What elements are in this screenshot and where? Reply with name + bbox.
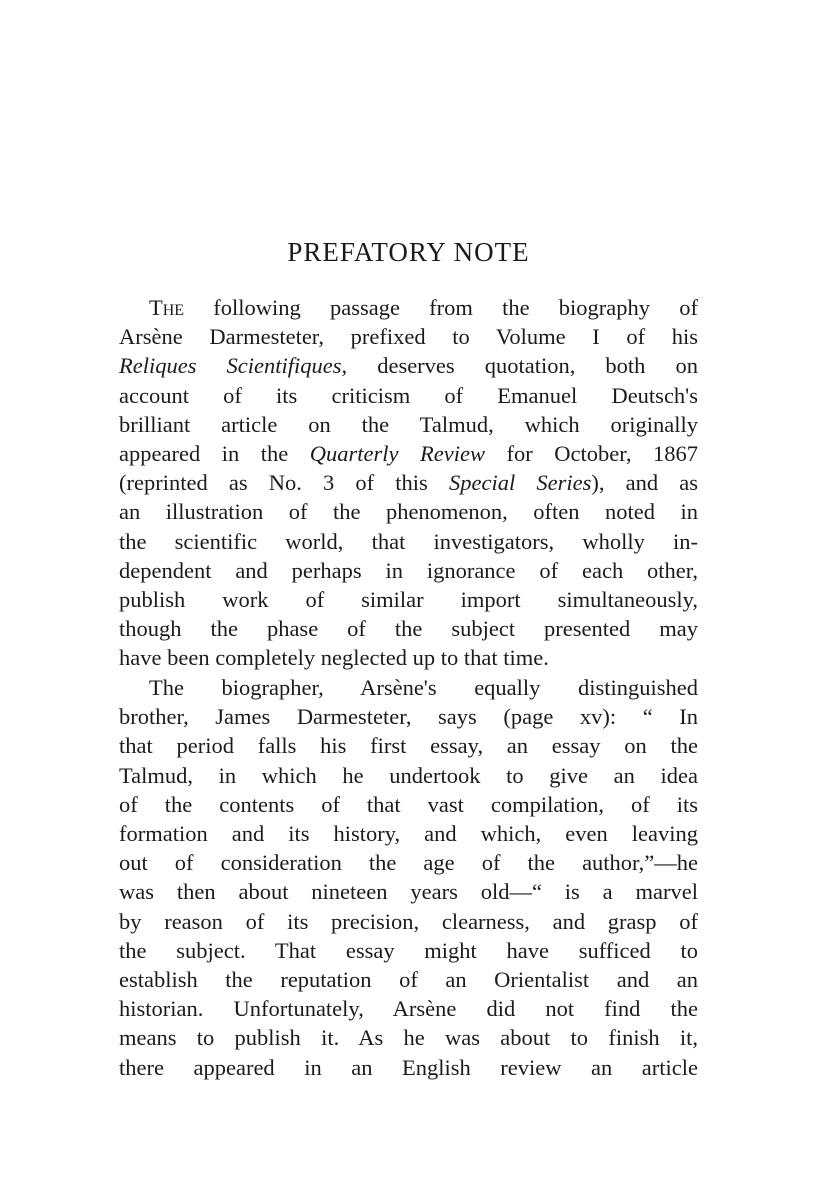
text-line-rest: following passage from the biography of (184, 295, 698, 320)
text-line: was then about nineteen years old—“ is a marvel (119, 879, 698, 905)
italic-title-reliques: Reliques Scientifiques, (119, 353, 348, 379)
text-line: historian. Unfortunately, Arsène did not find the (119, 996, 698, 1022)
text-line: the scientific world, that investigators, wholly in- (119, 528, 698, 554)
text-line-quarterly: appeared in the Quarterly Review for October, 1867 (119, 441, 698, 467)
text-line: brother, James Darmesteter, says (page xv): “ In (119, 704, 698, 730)
text-line: formation and its history, and which, even leaving (119, 821, 698, 847)
text-line: The biographer, Arsène's equally distinguished (149, 675, 698, 700)
text-line: establish the reputation of an Orientalist and an (119, 967, 698, 993)
text-line: of the contents of that vast compilation, of its (119, 791, 698, 817)
text-line: there appeared in an English review an article (119, 1054, 698, 1080)
page-title: PREFATORY NOTE (287, 237, 530, 267)
text-line: account of its criticism of Emanuel Deutsch's (119, 382, 698, 408)
text-line: Talmud, in which he undertook to give an idea (119, 762, 698, 788)
text-line: an illustration of the phenomenon, often noted in (119, 499, 698, 525)
text-line: that period falls his first essay, an essay on the (119, 733, 698, 759)
italic-title-quarterly: Quarterly Review (309, 441, 485, 467)
text-line-special: (reprinted as No. 3 of this Special Series), and as (119, 470, 698, 496)
text-line: by reason of its precision, clearness, and grasp of (119, 908, 698, 934)
text-line: means to publish it. As he was about to finish it, (119, 1025, 698, 1051)
paragraph-1 (119, 293, 698, 673)
text-line: out of consideration the age of the author,”—he (119, 850, 698, 876)
text-line (119, 293, 698, 322)
italic-title-special: Special Series (448, 470, 592, 496)
text-line: though the phase of the subject presented may (119, 616, 698, 642)
text-line: have been completely neglected up to that time. (119, 645, 549, 671)
text-line: dependent and perhaps in ignorance of each other, (119, 557, 698, 583)
text-line: publish work of similar import simultaneously, (119, 587, 698, 613)
text-line: Arsène Darmesteter, prefixed to Volume I of his (119, 324, 698, 350)
text-line: brilliant article on the Talmud, which originally (119, 411, 698, 437)
opening-word: The (149, 295, 185, 320)
document-page (119, 0, 698, 1191)
paragraph-2 (119, 673, 698, 1082)
text-line-reliques: Reliques Scientifiques, deserves quotation, both on (119, 353, 698, 379)
text-line: the subject. That essay might have sufficed to (119, 937, 698, 963)
